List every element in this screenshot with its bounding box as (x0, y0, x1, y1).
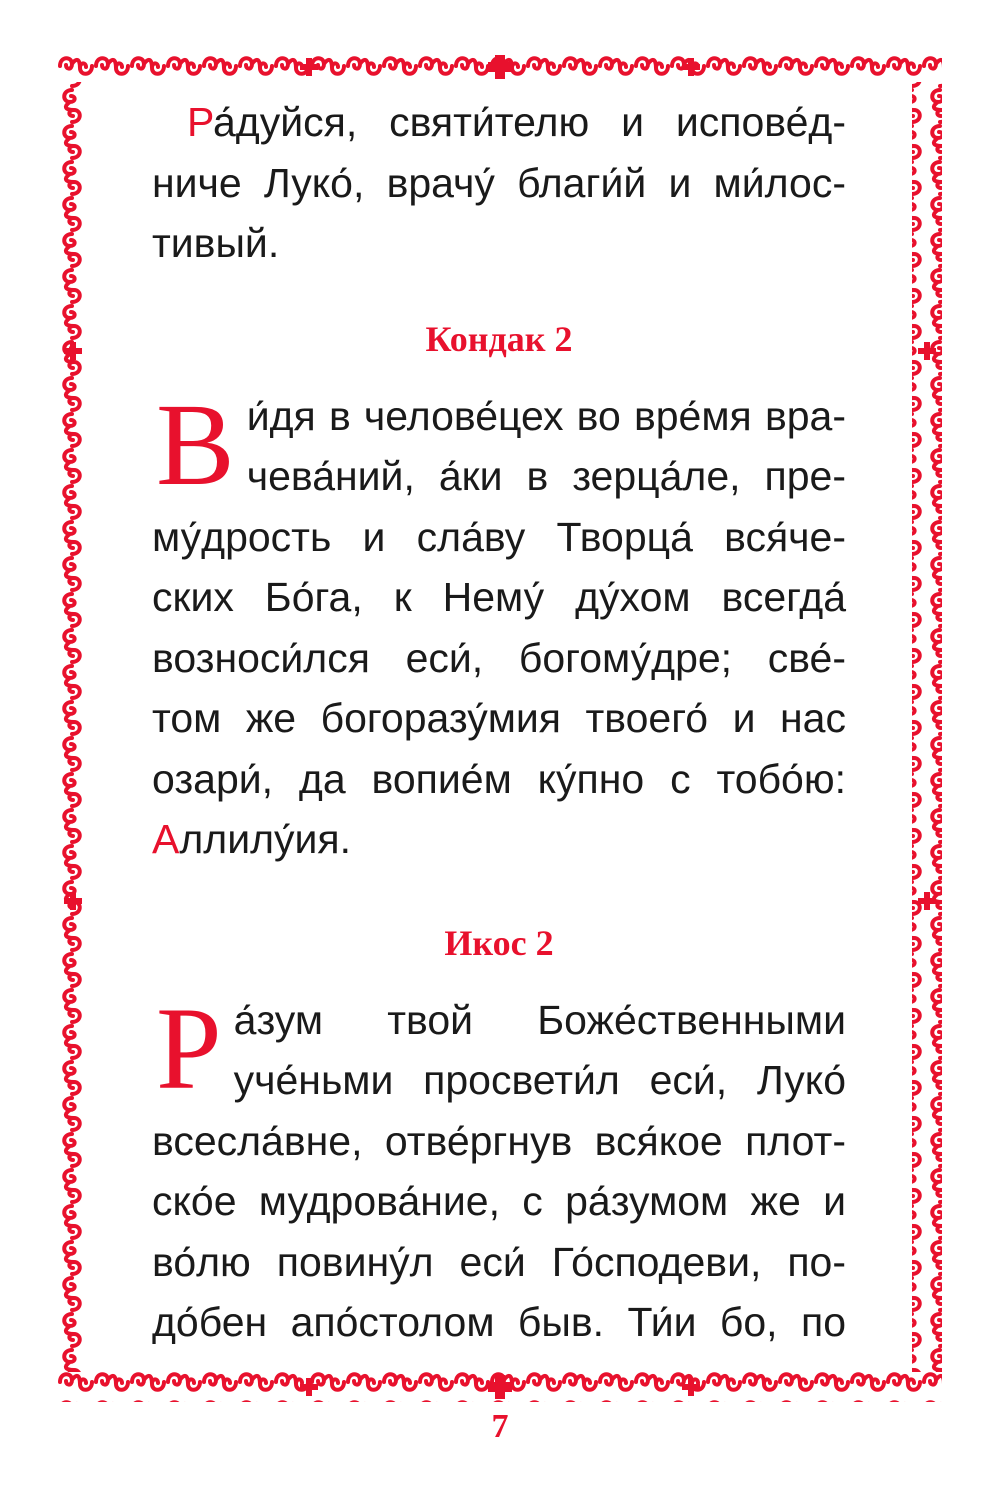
ikos-line-6: до́бен апо́столом быв. Ти́и бо, по (152, 1299, 846, 1345)
kontakion-heading: Кондак 2 (425, 318, 573, 359)
prayer-text (152, 92, 846, 1353)
kontakion-paragraph (152, 378, 846, 870)
kontakion-dropcap: В (156, 378, 235, 510)
kontakion-line-6: том же богоразу́мия твоего́ и нас (152, 695, 846, 741)
intro-line-3: тивый. (152, 220, 280, 266)
kontakion-line-3: му́дрость и сла́ву Творца́ вся́че- (152, 513, 846, 560)
ikos-dropcap: Р (156, 982, 222, 1114)
ikos-line-3: всесла́вне, отве́ргнув вся́кое плот- (152, 1117, 846, 1164)
alleluia-line: Аллилу́ия. (152, 816, 352, 862)
intro-line-1: Ра́дуйся, святи́телю и испове́д- (187, 99, 846, 145)
kontakion-line-4: ских Бо́га, к Нему́ ду́хом всегда́ (152, 574, 846, 620)
red-initial: Р (187, 99, 213, 145)
kontakion-line-5: возноси́лся еси́, богому́дре; све́- (152, 634, 846, 681)
ikos-heading: Икос 2 (444, 922, 554, 963)
kontakion-line-1: и́дя в челове́цех во вре́мя вра- (246, 392, 846, 439)
alleluia-initial: А (152, 816, 180, 862)
page-number: 7 (491, 1408, 509, 1445)
ikos-line-4: ско́е мудрова́ние, с ра́зумом же и (152, 1178, 846, 1224)
kontakion-line-2: чева́ний, а́ки в зерца́ле, пре- (246, 453, 846, 499)
kontakion-line-7: озари́, да вопие́м ку́пно с тобо́ю: (152, 755, 846, 802)
ikos-line-1: а́зум твой Боже́ственными (233, 996, 846, 1043)
ikos-line-5: во́лю повину́л еси́ Го́сподеви, по- (152, 1238, 846, 1285)
ikos-line-2: уче́ньми просвети́л еси́, Луко́ (233, 1057, 846, 1103)
intro-line-2: ниче Луко́, врачу́ благи́й и ми́лос- (152, 159, 846, 206)
intro-paragraph (152, 92, 846, 274)
ikos-paragraph (152, 982, 846, 1353)
